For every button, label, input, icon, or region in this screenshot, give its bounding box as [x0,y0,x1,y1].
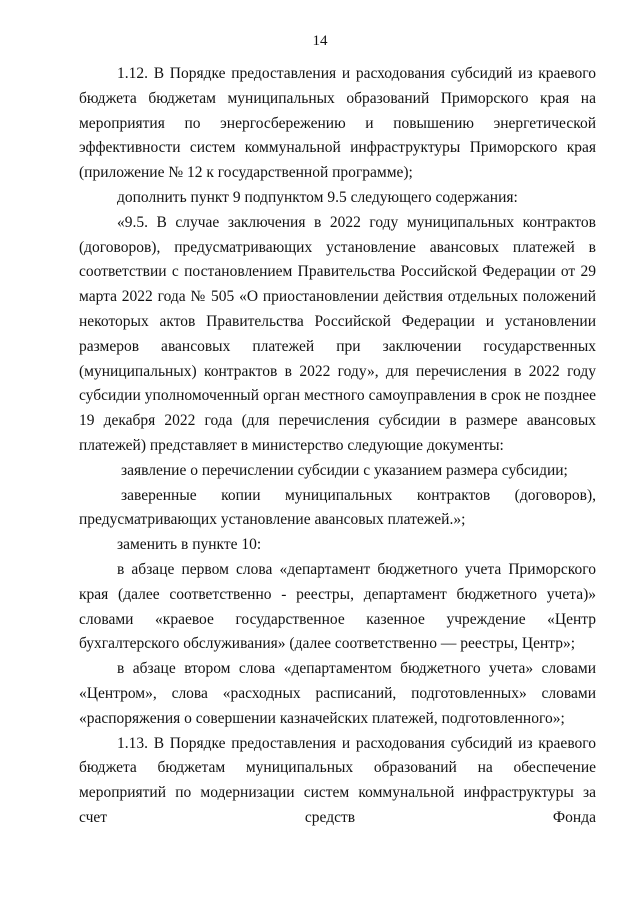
paragraph-replace-item-10: заменить в пункте 10: [117,536,262,554]
paragraph-9-5: «9.5. В случае заключения в 2022 году муниципальных контрактов (договоров), предусматривающих установление авансовых платежей в соответствии с постановлением Правительства Российской Федерации от 29 марта 2022 года № 505 «О приостановлении действия отдельных положений некоторых актов Правительства Российской Федерации и установлении размеров авансовых платежей при заключении государственных (муниципальных) контрактов в 2022 году», для перечисления в 2022 году субсидии уполномоченный орган местного самоуправления в срок не позднее 19 декабря 2022 года (для перечисления субсидии в размере авансовых платежей) представляет в министерство следующие документы: [79,213,596,454]
paragraph-1-13: 1.13. В Порядке предоставления и расходования субсидий из краевого бюджета бюджетам муниципальных образований на обеспечение мероприятий по модернизации систем коммунальной инфраструктуры за счет средств Фонда [79,734,596,826]
document-body [79,62,596,831]
paragraph-1-12: 1.12. В Порядке предоставления и расходования субсидий из краевого бюджета бюджетам муниципальных образований Приморского края на мероприятия по энергосбережению и повышению энергетической эффективности систем коммунальной инфраструктуры Приморского края (приложение № 12 к государственной программе); [79,65,596,182]
paragraph-second-abzac: в абзаце втором слова «департаментом бюджетного учета» словами «Центром», слова «расходных расписаний, подготовленных» словами «распоряжения о совершении казначейских платежей, подготовленного»; [79,660,596,727]
page-number: 14 [312,33,328,49]
paragraph-application: заявление о перечислении субсидии с указанием размера субсидии; [121,461,568,479]
paragraph-certified-copies: заверенные копии муниципальных контрактов (договоров), предусматривающих установление авансовых платежей.»; [79,486,596,529]
paragraph-add-subitem: дополнить пункт 9 подпунктом 9.5 следующего содержания: [117,188,518,206]
paragraph-first-abzac: в абзаце первом слова «департамент бюджетного учета Приморского края (далее соответственно - реестры, департамент бюджетного учета)» словами «краевое государственное казенное учреждение «Центр бухгалтерского обслуживания» (далее соответственно — реестры, Центр»; [79,560,596,653]
